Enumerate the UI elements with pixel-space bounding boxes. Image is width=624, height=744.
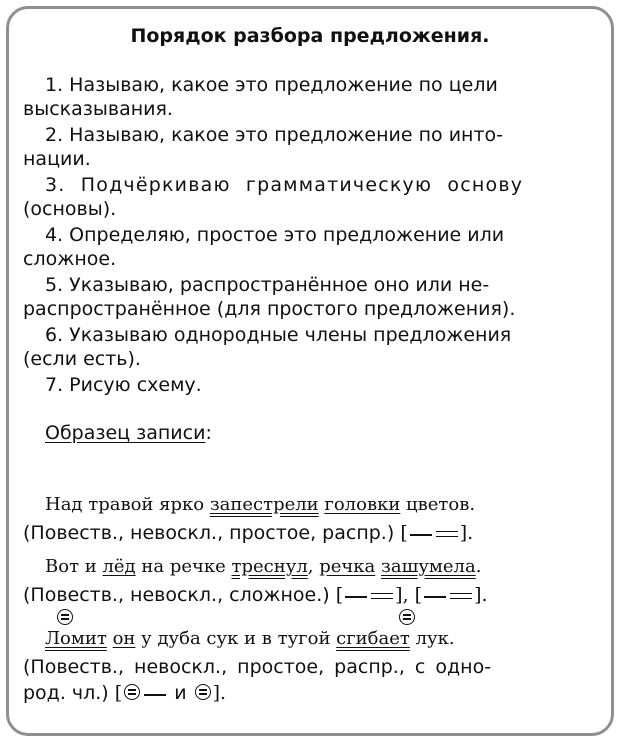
ex2-analysis-text: (Повеств., невоскл., сложное.)	[23, 584, 336, 606]
step-7-line-1: 7. Рисую схему.	[45, 374, 202, 396]
ex3-predicate-1: Ломит	[45, 628, 107, 649]
ex2-scheme-close-1: ],	[395, 584, 409, 606]
step-6-line-2: (если есть).	[23, 348, 141, 370]
ex2-end: .	[475, 556, 482, 577]
ex2-subject-1: лёд	[102, 556, 136, 577]
homogeneous-marker-1	[57, 609, 73, 629]
ex3-text-1: у дуба сук и в тугой	[135, 628, 337, 649]
ex3-and: и	[168, 682, 193, 704]
step-2-line-1: 2. Называю, какое это предложение по инто-	[45, 124, 504, 146]
ex2-predicate-2: зашумела	[381, 556, 476, 577]
ex2-text-1: Вот и	[45, 556, 103, 577]
subject-mark	[345, 596, 367, 598]
ex2-scheme-open-2: [	[408, 584, 423, 606]
homogeneous-circle-icon	[57, 609, 73, 625]
ex3-predicate-2: сгибает	[336, 628, 410, 649]
step-3-line-2: (основы).	[23, 198, 117, 220]
predicate-mark	[371, 593, 393, 599]
ex3-analysis-text: род. чл.)	[23, 682, 115, 704]
predicate-mark	[450, 593, 472, 599]
subject-mark	[144, 694, 166, 696]
example-2-sentence	[23, 555, 624, 579]
sample-colon: :	[205, 422, 212, 444]
ex1-analysis-text: (Повеств., невоскл., простое, распр.)	[23, 522, 401, 544]
example-1-analysis	[23, 521, 603, 545]
ex1-text-2: цветов.	[400, 494, 476, 515]
step-5-line-1: 5. Указываю, распространённое оно или не-	[45, 274, 490, 296]
example-3-analysis-2	[23, 681, 603, 705]
example-3-sentence	[23, 627, 624, 651]
info-card	[6, 6, 614, 736]
predicate-mark	[436, 531, 458, 537]
card-title: Порядок разбора предложения.	[130, 25, 490, 47]
ex2-predicate-1: треснул	[231, 556, 308, 577]
step-4-line-2: сложное.	[23, 248, 117, 270]
ex2-subject-2: речка	[319, 556, 376, 577]
step-4-line-1: 4. Определяю, простое это предложение или	[45, 224, 505, 246]
ex1-predicate: запестрели	[209, 494, 319, 515]
ex2-text-2: на речке	[135, 556, 232, 577]
ex3-text-2: лук.	[409, 628, 455, 649]
ex1-text-1: Над травой ярко	[45, 494, 210, 515]
step-6-line-1: 6. Указываю однородные члены предложения	[45, 324, 512, 346]
step-5-line-2: распространённое (для простого предложения).	[23, 298, 516, 320]
step-2-line-2: нации.	[23, 148, 91, 170]
homogeneous-circle-icon	[124, 684, 140, 700]
ex1-scheme-close: ].	[459, 522, 474, 544]
ex2-comma: ,	[307, 556, 314, 577]
example-3-analysis-1: (Повеств., невоскл., простое, распр., с одно-	[23, 656, 492, 678]
example-2-analysis	[23, 583, 603, 607]
example-1-sentence	[23, 493, 624, 517]
step-3-line-1: 3. Подчёркиваю грамматическую основу	[45, 174, 524, 196]
ex3-scheme-close: ].	[212, 682, 227, 704]
ex2-scheme-open: [	[335, 584, 344, 606]
ex2-scheme-close-2: ].	[474, 584, 488, 606]
step-1-line-2: высказывания.	[23, 98, 173, 120]
ex1-subject: головки	[324, 494, 401, 515]
homogeneous-marker-2	[399, 609, 415, 629]
ex3-scheme-open: [	[114, 682, 123, 704]
subject-mark	[410, 534, 432, 536]
step-1-line-1: 1. Называю, какое это предложение по цели	[45, 74, 498, 96]
sample-heading	[23, 421, 624, 445]
ex3-subject: он	[112, 628, 136, 649]
subject-mark	[424, 596, 446, 598]
homogeneous-circle-icon	[399, 609, 415, 625]
sample-label: Образец записи	[45, 422, 206, 444]
ex1-scheme-open: [	[400, 522, 408, 544]
homogeneous-circle-icon	[195, 684, 211, 700]
